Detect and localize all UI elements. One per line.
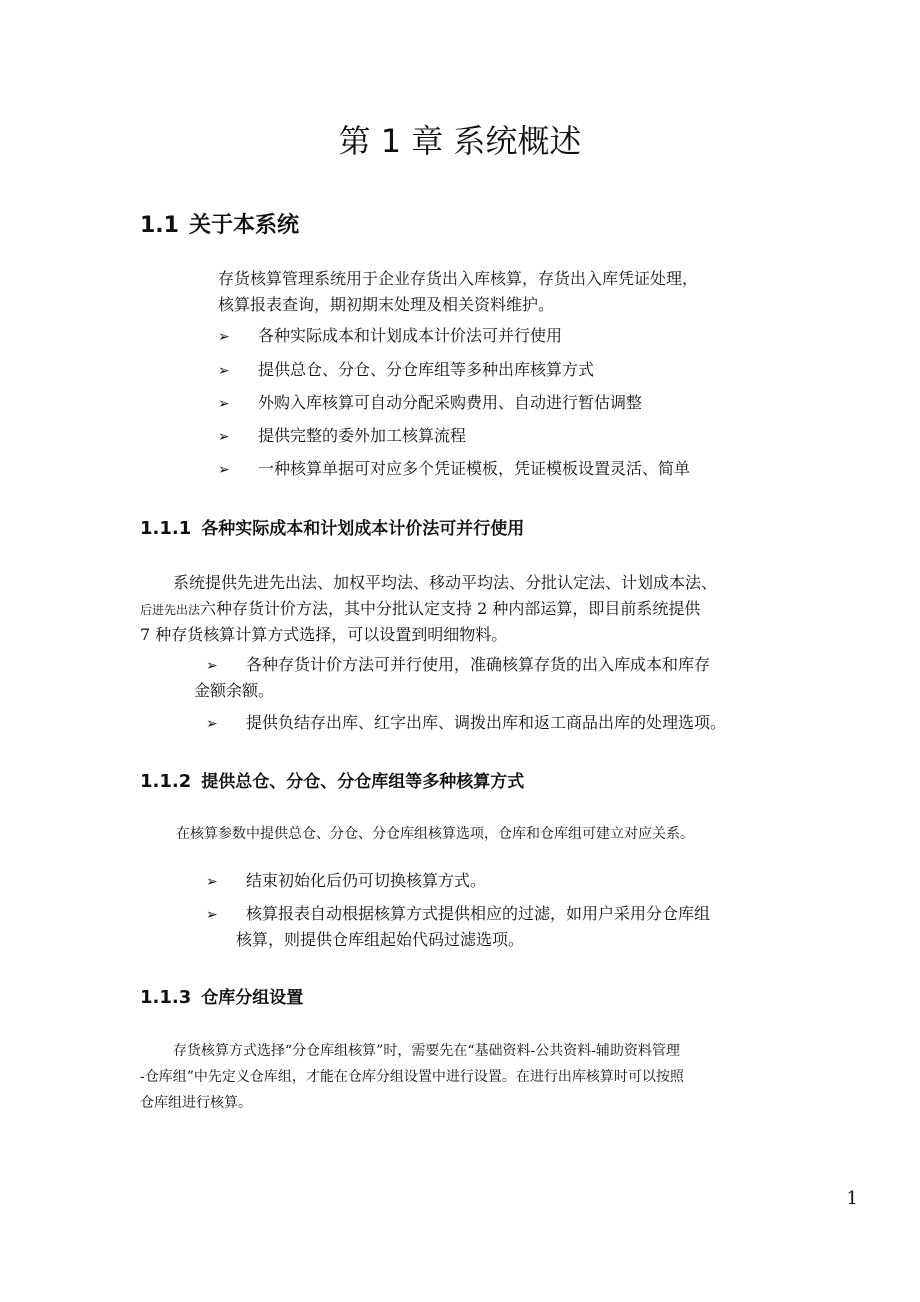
- subsection-title: 提供总仓、分仓、分仓库组等多种核算方式: [201, 772, 525, 792]
- bullet-text: 各种实际成本和计划成本计价法可并行使用: [258, 326, 563, 345]
- intro-line: 存货核算管理系统用于企业存货出入库核算，存货出入库凭证处理，: [218, 269, 699, 288]
- bullet-text: 核算报表自动根据核算方式提供相应的过滤，如用户采用分仓库组: [246, 904, 711, 923]
- paragraph-line: [140, 596, 700, 623]
- bullet-item: [218, 456, 690, 483]
- page-number: 1: [846, 1188, 858, 1209]
- bullet-item: [206, 652, 710, 679]
- bullet-item: [206, 710, 726, 737]
- arrow-bullet-icon: ➢: [218, 462, 230, 478]
- bullet-continuation: 核算，则提供仓库组起始代码过滤选项。: [236, 930, 525, 949]
- arrow-bullet-icon: ➢: [206, 658, 218, 674]
- bullet-text: 一种核算单据可对应多个凭证模板，凭证模板设置灵活、简单: [258, 459, 691, 478]
- subsection-title: 各种实际成本和计划成本计价法可并行使用: [201, 519, 525, 539]
- subsection-heading-1-1-2: [140, 767, 524, 792]
- subsection-heading-1-1-3: [140, 983, 303, 1008]
- section-heading-1-1: [140, 208, 299, 239]
- bullet-item: [218, 323, 562, 350]
- paragraph-line: 系统提供先进先出法、加权平均法、移动平均法、分批认定法、计划成本法、: [173, 573, 718, 592]
- bullet-continuation: 金额余额。: [194, 681, 275, 700]
- subsection-heading-1-1-1: [140, 514, 524, 539]
- small-text: 后进先出法: [140, 603, 201, 617]
- bullet-text: 结束初始化后仍可切换核算方式。: [246, 871, 487, 890]
- arrow-bullet-icon: ➢: [218, 363, 230, 379]
- paragraph-line: 存货核算方式选择“分仓库组核算”时，需要先在“基础资料-公共资料-辅助资料管理: [173, 1043, 680, 1059]
- paragraph-line: -仓库组”中先定义仓库组，才能在仓库分组设置中进行设置。在进行出库核算时可以按照: [140, 1069, 684, 1085]
- arrow-bullet-icon: ➢: [218, 429, 230, 445]
- bullet-item: [218, 390, 642, 417]
- subsection-number: 1.1.2: [140, 771, 192, 792]
- arrow-bullet-icon: ➢: [206, 716, 218, 732]
- bullet-text: 提供总仓、分仓、分仓库组等多种出库核算方式: [258, 360, 595, 379]
- bullet-text: 各种存货计价方法可并行使用，准确核算存货的出入库成本和库存: [246, 655, 711, 674]
- bullet-item: [206, 901, 710, 928]
- subsection-number: 1.1.3: [140, 987, 192, 1008]
- paragraph-line: 在核算参数中提供总仓、分仓、分仓库组核算选项，仓库和仓库组可建立对应关系。: [176, 826, 694, 842]
- arrow-bullet-icon: ➢: [206, 874, 218, 890]
- bullet-text: 提供负结存出库、红字出库、调拨出库和返工商品出库的处理选项。: [246, 713, 727, 732]
- arrow-bullet-icon: ➢: [218, 329, 230, 345]
- arrow-bullet-icon: ➢: [218, 396, 230, 412]
- bullet-text: 外购入库核算可自动分配采购费用、自动进行暂估调整: [258, 393, 643, 412]
- chapter-title: 第 1 章 系统概述: [338, 122, 582, 160]
- bullet-item: [206, 868, 486, 895]
- bullet-item: [218, 423, 466, 450]
- bullet-item: [218, 357, 594, 384]
- subsection-number: 1.1.1: [140, 518, 192, 539]
- intro-line: 核算报表查询，期初期末处理及相关资料维护。: [218, 295, 555, 314]
- arrow-bullet-icon: ➢: [206, 907, 218, 923]
- section-title: 关于本系统: [188, 213, 299, 238]
- bullet-text: 提供完整的委外加工核算流程: [258, 426, 467, 445]
- subsection-title: 仓库分组设置: [201, 988, 304, 1008]
- paragraph-line: 仓库组进行核算。: [140, 1095, 252, 1111]
- paragraph-line: 7 种存货核算计算方式选择，可以设置到明细物料。: [140, 625, 508, 644]
- paragraph-text: 六种存货计价方法，其中分批认定支持 2 种内部运算，即目前系统提供: [200, 599, 701, 618]
- section-number: 1.1: [140, 213, 179, 238]
